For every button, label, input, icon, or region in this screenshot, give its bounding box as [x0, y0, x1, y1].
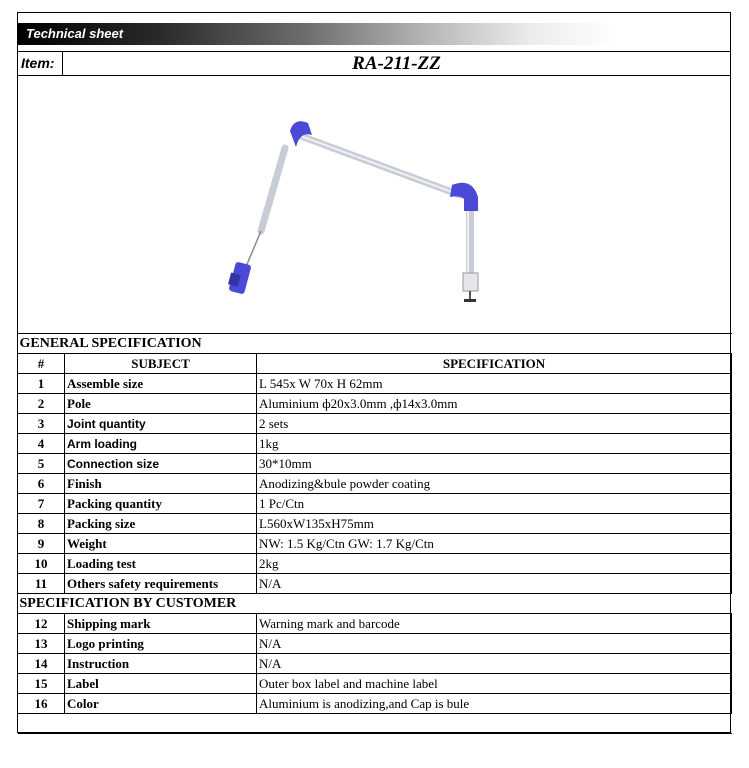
- table-row: [18, 434, 732, 454]
- item-value: RA-211-ZZ: [352, 53, 441, 74]
- table-row: [18, 454, 732, 474]
- row-subject: Instruction: [65, 654, 257, 674]
- row-num: 3: [18, 414, 65, 434]
- row-subject: Packing quantity: [65, 494, 257, 514]
- row-subject: Finish: [65, 474, 257, 494]
- row-spec: 2kg: [257, 554, 732, 574]
- table-row: [18, 574, 732, 594]
- row-subject: Weight: [65, 534, 257, 554]
- row-subject: Arm loading: [65, 434, 257, 454]
- row-subject: Label: [65, 674, 257, 694]
- row-spec: Outer box label and machine label: [257, 674, 732, 694]
- table-row: [18, 514, 732, 534]
- table-row: [18, 654, 732, 674]
- row-subject: Logo printing: [65, 634, 257, 654]
- item-row: [18, 51, 730, 76]
- col-spec: SPECIFICATION: [257, 354, 732, 374]
- row-subject: Shipping mark: [65, 614, 257, 634]
- table-row: [18, 414, 732, 434]
- row-spec: NW: 1.5 Kg/Ctn GW: 1.7 Kg/Ctn: [257, 534, 732, 554]
- row-subject: Assemble size: [65, 374, 257, 394]
- section-title: SPECIFICATION BY CUSTOMER: [18, 594, 732, 614]
- row-spec: N/A: [257, 634, 732, 654]
- table-row: [18, 494, 732, 514]
- row-num: 13: [18, 634, 65, 654]
- blank-row: [18, 714, 732, 734]
- row-num: 1: [18, 374, 65, 394]
- row-num: 12: [18, 614, 65, 634]
- item-label: Item:: [18, 52, 63, 75]
- row-spec: Aluminium is anodizing,and Cap is bule: [257, 694, 732, 714]
- row-subject: Others safety requirements: [65, 574, 257, 594]
- row-spec: Aluminium ф20x3.0mm ,ф14x3.0mm: [257, 394, 732, 414]
- row-spec: 30*10mm: [257, 454, 732, 474]
- row-spec: Anodizing&bule powder coating: [257, 474, 732, 494]
- table-row: [18, 474, 732, 494]
- product-image: [198, 103, 488, 303]
- table-row: [18, 534, 732, 554]
- row-num: 14: [18, 654, 65, 674]
- section-general: [18, 334, 732, 354]
- table-row: [18, 394, 732, 414]
- row-spec: N/A: [257, 654, 732, 674]
- section-title: GENERAL SPECIFICATION: [18, 334, 732, 354]
- row-spec: Warning mark and barcode: [257, 614, 732, 634]
- row-num: 11: [18, 574, 65, 594]
- header-row: [18, 354, 732, 374]
- row-num: 2: [18, 394, 65, 414]
- technical-sheet: [17, 12, 731, 733]
- table-row: [18, 554, 732, 574]
- row-num: 8: [18, 514, 65, 534]
- row-num: 15: [18, 674, 65, 694]
- row-subject: Connection size: [65, 454, 257, 474]
- table-row: [18, 374, 732, 394]
- col-num: #: [18, 354, 65, 374]
- row-num: 10: [18, 554, 65, 574]
- table-row: [18, 674, 732, 694]
- sheet-title: Technical sheet: [26, 26, 124, 41]
- table-row: [18, 634, 732, 654]
- row-num: 7: [18, 494, 65, 514]
- row-spec: 1 Pc/Ctn: [257, 494, 732, 514]
- row-spec: N/A: [257, 574, 732, 594]
- spec-table: [17, 333, 732, 734]
- row-subject: Color: [65, 694, 257, 714]
- section-customer: [18, 594, 732, 614]
- row-spec: L 545x W 70x H 62mm: [257, 374, 732, 394]
- row-spec: 2 sets: [257, 414, 732, 434]
- col-subject: SUBJECT: [65, 354, 257, 374]
- row-num: 5: [18, 454, 65, 474]
- row-subject: Loading test: [65, 554, 257, 574]
- table-row: [18, 694, 732, 714]
- row-subject: Joint quantity: [65, 414, 257, 434]
- table-row: [18, 614, 732, 634]
- row-num: 16: [18, 694, 65, 714]
- row-num: 4: [18, 434, 65, 454]
- title-bar: [18, 23, 730, 45]
- row-spec: L560xW135xH75mm: [257, 514, 732, 534]
- row-subject: Packing size: [65, 514, 257, 534]
- row-num: 9: [18, 534, 65, 554]
- row-subject: Pole: [65, 394, 257, 414]
- row-num: 6: [18, 474, 65, 494]
- row-spec: 1kg: [257, 434, 732, 454]
